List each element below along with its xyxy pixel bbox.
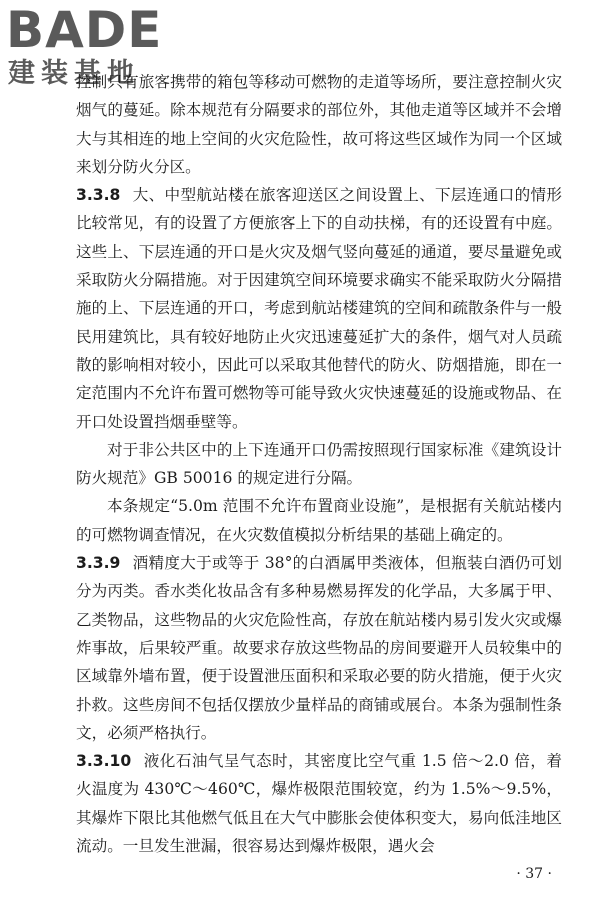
logo-wordmark: BADE — [6, 1, 163, 59]
paragraph-text: 本条规定“5.0m 范围不允许布置商业设施”，是根据有关航站楼内的可燃物调查情况，在火灾数值模拟分析结果的基础上确定的。 — [76, 497, 562, 544]
section-number: 3.3.10 — [76, 752, 132, 771]
paragraph-text: 酒精度大于或等于 38°的白酒属甲类液体，但瓶装白酒仍可划分为丙类。香水类化妆品含有多种易燃易挥发的化学品，大多属于甲、乙类物品，这些物品的火灾危险性高，存放在航站楼内易引发火灾或爆炸事故，后果较严重。故要求存放这些物品的房间要避开人员较集中的区域靠外墙布置，便于设置泄压面积和采取必要的防火措施，便于火灾扑救。这些房间不包括仅摆放少量样品的商铺或展台。本条为强制性条文，必须严格执行。 — [76, 554, 562, 742]
page-number: · 37 · — [516, 866, 552, 882]
section-number: 3.3.8 — [76, 186, 121, 205]
paragraph-non-public — [76, 436, 562, 493]
paragraph-text: 液化石油气呈气态时，其密度比空气重 1.5 倍～2.0 倍，着火温度为 430℃～460℃，爆炸极限范围较宽，约为 1.5%～9.5%，其爆炸下限比其他燃气低且在大气中膨胀会使体积变大，易向低洼地区流动。一旦发生泄漏，很容易达到爆炸极限，遇火会 — [76, 752, 562, 856]
paragraph-3-3-9 — [76, 549, 562, 747]
paragraph-commercial-range — [76, 492, 562, 549]
paragraph-text: 控制只有旅客携带的箱包等移动可燃物的走道等场所，要注意控制火灾烟气的蔓延。除本规范有分隔要求的部位外，其他走道等区域并不会增大与其相连的地上空间的火灾危险性，故可将这些区域作为同一个区域来划分防火分区。 — [76, 73, 562, 176]
logo-subtitle: 建装基地 — [8, 58, 140, 89]
section-number: 3.3.9 — [76, 554, 121, 573]
paragraph-3-3-8 — [76, 181, 562, 436]
paragraph-text: 大、中型航站楼在旅客迎送区之间设置上、下层连通口的情形比较常见，有的设置了方便旅客上下的自动扶梯，有的还设置有中庭。这些上、下层连通的开口是火灾及烟气竖向蔓延的通道，要尽量避免或采取防火分隔措施。对于因建筑空间环境要求确实不能采取防火分隔措施的上、下层连通的开口，考虑到航站楼建筑的空间和疏散条件与一般民用建筑比，具有较好地防止火灾迅速蔓延扩大的条件，烟气对人员疏散的影响相对较小，因此可以采取其他替代的防火、防烟措施，即在一定范围内不允许布置可燃物等可能导致火灾快速蔓延的设施或物品、在开口处设置挡烟垂壁等。 — [76, 186, 562, 431]
page-body — [76, 68, 562, 860]
paragraph-continued — [76, 68, 562, 181]
paragraph-text: 对于非公共区中的上下连通开口仍需按照现行国家标准《建筑设计防火规范》GB 50016 的规定进行分隔。 — [76, 440, 562, 488]
paragraph-3-3-10 — [76, 747, 562, 860]
